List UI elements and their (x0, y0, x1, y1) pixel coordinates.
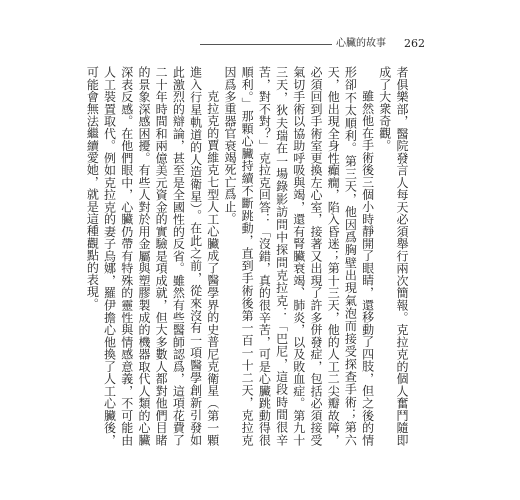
page-number: 262 (404, 37, 425, 50)
running-header (0, 36, 520, 52)
paragraph-continuation: 者俱樂部，醫院發言人每天必須舉行兩次簡報。克拉克的個人奮鬥隨即成了大衆奇觀。 (377, 66, 409, 446)
paragraph-clark-recovery: 雖然他在手術後三個小時靜開了眼睛，還移動了四肢，但之後的情形卻不太順利。第三天，他因爲胸壁出現氣泡而接受探查手術；第六天，他出現全身性癲癇，陷入昏迷；第十三天，他的人工二尖瓣故障，必須回到手術室更換左心室，接著又出現了許多併發症，包括必須接受氣切手術以協助呼吸與竭，還有腎臟衰竭、肺炎，以及敗血症。第九十三天，狄夫瑞在一場錄影訪問中探問克拉克：「巴尼，這段時間很辛苦，對不對？」克拉克回答：「沒錯，真的很辛苦，可是心臟跳動得很順利。」那顆心臟持續不斷跳動，直到手術後第一百一十二天，克拉克因爲多重器官衰竭死亡爲止。 (222, 66, 375, 446)
running-title: 心臟的故事 (332, 36, 390, 52)
paragraph-jarvik-debate: 克拉克的賈維克七型人工心臟成了醫學界的史普尼克衛星（第一顆進入行星軌道的人造衛星）。在此之前，從來沒有一項醫學創新引發如此激烈的辯論，甚至是全國性的反省。雖然有些醫師認爲，這項花費了二十年時間和兩億美元資金的實驗是項成就，但大多數人都對他們目睹的景象深感困擾。有些人對於用金屬與塑膠製成的機器取代人類的心臟深表反感。在他們眼中，心臟仍帶有特殊的靈性與情感意義，不可能由人工裝置取代。例如克拉克的妻子烏娜，羅伊擔心他換了人工心臟後，可能會無法繼續愛她，就是這種觀點的表現。 (85, 66, 220, 446)
vertical-text-body (83, 66, 410, 446)
